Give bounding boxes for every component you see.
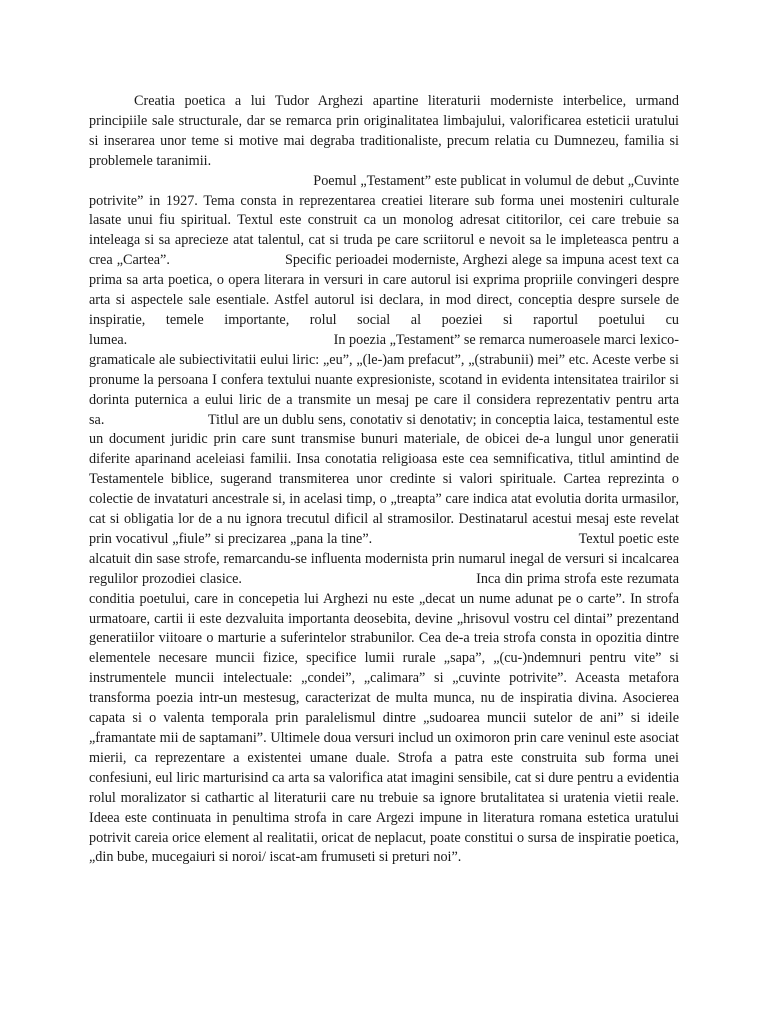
paragraph-intro: Creatia poetica a lui Tudor Arghezi apartine literaturii moderniste interbelice, urmand principiile sale structurale, dar se remarca prin originalitatea limbajului, valorificarea esteticii uratului si inserarea unor teme si motive mai degraba traditionaliste, precum relatia cu Dumnezeu, familia si problemele taranimii. bbox=[89, 93, 679, 169]
paragraph-analysis: Poemul „Testament” este publicat in volumul de debut „Cuvinte potrivite” in 1927. Tema consta in reprezentarea creatiei literare sub forma unei mosteniri culturale lasate unui fiu spiritual. Textul este construit ca un monolog adresat cititorilor, cei care trebuie sa inteleaga si sa aprecieze atat talentul, cat si truda pe care scriitorul e nevoit sa le impleteasca pentru a crea „Cartea”. Specific perioadei moderniste, Arghezi alege sa impuna acest text ca prima sa arta poetica, o opera literara in versuri in care autorul isi exprima propriile convingeri despre arta si aspectele sale esentiale. Astfel autorul isi declara, in mod direct, conceptia despre sursele de inspiratie, temele importante, rolul social al poeziei si raportul poetului cu lumea. In poezia „Testament” se remarca numeroasele marci lexico-gramaticale ale subiectivitatii eului liric: „eu”, „(le-)am prefacut”, „(strabunii) mei” etc. Aceste verbe si pronume la persoana I confera textului nuante expresioniste, scotand in evidenta intensitatea trairilor si dorinta puternica a eului liric de a transmite un mesaj pe care il considera reprezentativ pentru arta sa. Titlul are un dublu sens, conotativ si denotativ; in conceptia laica, testamentul este un document juridic prin care sunt transmise bunuri materiale, de obicei de-a lungul unor generatii diferite aparinand aceleiasi familii. Insa conotatia religioasa este cea semnificativa, titlul amintind de Testamentele biblice, sugerand transmiterea unor credinte si valori spirituale. Cartea reprezinta o colectie de invataturi ancestrale si, in acelasi timp, o „treapta” care indica atat evolutia dorita urmasilor, cat si obligatia lor de a nu ignora trecutul dificil al stramosilor. Destinatarul acestui mesaj este revelat prin vocativul „fiule” si precizarea „pana la tine”. Textul poetic este alcatuit din sase strofe, remarcandu-se influenta modernista prin numarul inegal de versuri si incalcarea regulilor prozodiei clasice. Inca din prima strofa este rezumata conditia poetului, care in concepetia lui Arghezi nu este „decat un nume adunat pe o carte”. In strofa urmatoare, cartii ii este dezvaluita importanta deosebita, devine „hrisovul vostru cel dintai” prezentand generatiilor viitoare o marturie a suferintelor strabunilor. Cea de-a treia strofa consta in opozitia dintre elementele necesare muncii fizice, specifice lumii rurale „sapa”, „(cu-)ndemnuri pentru vite” si instrumentele muncii intelectuale: „condei”, „calimara” si „cuvinte potrivite”. Aceasta metafora transforma poezia intr-un mestesug, caracterizat de multa munca, nu de inspiratia divina. Asocierea capata si o valenta temporala prin paralelismul dintre „sudoarea muncii sutelor de ani” si ideile „framantate mii de saptamani”. Ultimele doua versuri includ un oximoron prin care veninul este asociat mierii, ca reprezentare a existentei umane duale. Strofa a patra este construita sub forma unei confesiuni, eul liric marturisind ca arta sa valorifica atat imagini sensibile, cat si dure pentru a evidentia rolul moralizator si cathartic al literaturii care nu trebuie sa ignore brutalitatea si uratenia vietii reale. Ideea este continuata in penultima strofa in care Argezi impune in literatura romana estetica uratului potrivit careia orice element al realitatii, oricat de neplacut, poate constitui o sursa de inspiratie poetica, „din bube, mucegaiuri si noroi/ iscat-am frumuseti si preturi noi”. bbox=[89, 172, 679, 866]
document-page bbox=[89, 92, 679, 868]
